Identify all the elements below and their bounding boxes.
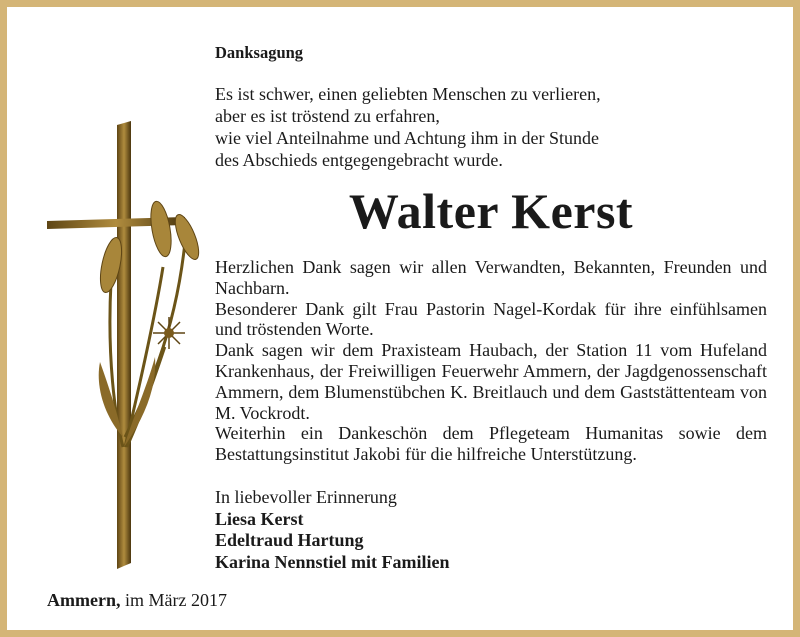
- thanks-paragraph: Besonderer Dank gilt Frau Pastorin Nagel-Kordak für ihre einfühlsamen und tröstenden Worte.: [215, 298, 767, 340]
- cross-with-wheat-icon: [45, 117, 205, 577]
- signatory: Liesa Kerst: [215, 508, 304, 529]
- notice-heading: Danksagung: [215, 43, 304, 62]
- intro-line: des Abschieds entgegengebracht wurde.: [215, 150, 503, 170]
- signatory: Karina Nennstiel mit Familien: [215, 551, 450, 572]
- intro-verse: [215, 83, 601, 171]
- intro-line: wie viel Anteilnahme und Achtung ihm in der Stunde: [215, 128, 599, 148]
- place-date-text: im März 2017: [124, 590, 227, 610]
- closing-block: [215, 487, 449, 573]
- place-town: Ammern,: [47, 590, 121, 610]
- thanks-text: [215, 257, 767, 465]
- thanks-paragraph: Dank sagen wir dem Praxisteam Haubach, der Station 11 vom Hufeland Krankenhaus, der Freiwilligen Feuerwehr Ammern, der Jagdgenossenschaft Ammern, dem Blumenstübchen K. Breitlauch und dem Gaststättenteam von M. Vockrodt.: [215, 340, 767, 423]
- intro-line: aber es ist tröstend zu erfahren,: [215, 106, 440, 126]
- signatory: Edeltraud Hartung: [215, 530, 364, 550]
- place-date: [47, 590, 227, 611]
- closing-phrase: In liebevoller Erinnerung: [215, 487, 397, 507]
- deceased-name: Walter Kerst: [348, 183, 634, 239]
- thanks-paragraph: Weiterhin ein Dankeschön dem Pflegeteam Humanitas sowie dem Bestattungsinstitut Jakobi für die hilfreiche Unterstützung.: [215, 423, 767, 465]
- intro-line: Es ist schwer, einen geliebten Menschen zu verlieren,: [215, 84, 601, 104]
- thanks-paragraph: Herzlichen Dank sagen wir allen Verwandten, Bekannten, Freunden und Nachbarn.: [215, 257, 767, 298]
